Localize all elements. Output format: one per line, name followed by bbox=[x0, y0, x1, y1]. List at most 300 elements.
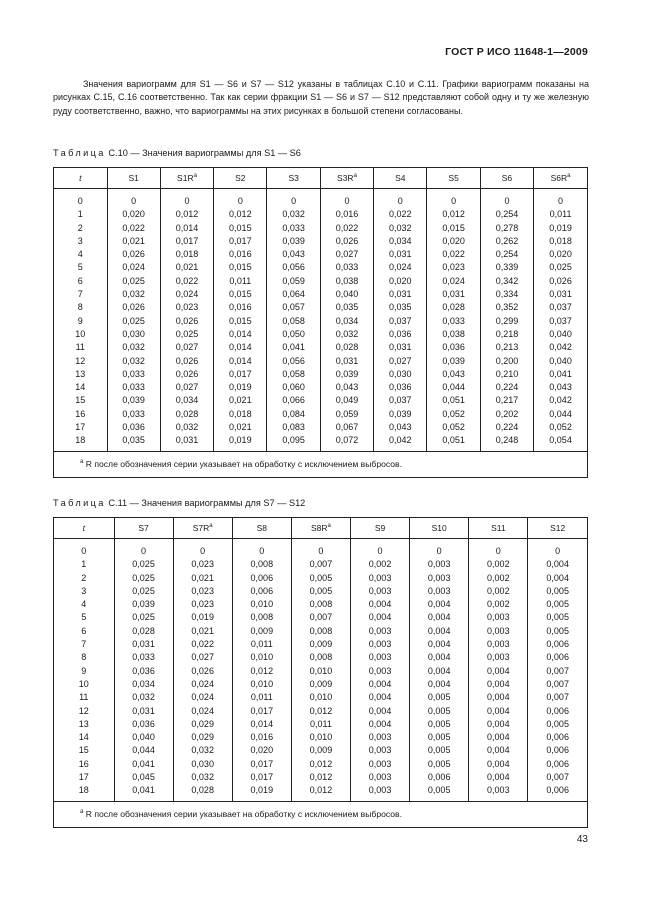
value-cell: 0,036 bbox=[114, 665, 173, 678]
value-cell: 0,021 bbox=[173, 625, 232, 638]
value-cell: 0,009 bbox=[291, 678, 350, 691]
value-cell: 0,020 bbox=[427, 235, 480, 248]
value-cell: 0,020 bbox=[232, 744, 291, 757]
value-cell: 0 bbox=[534, 189, 587, 209]
table10-header-cell bbox=[427, 168, 480, 189]
value-cell: 0,014 bbox=[214, 355, 267, 368]
value-cell: 0,040 bbox=[114, 731, 173, 744]
value-cell: 0,032 bbox=[160, 421, 213, 434]
value-cell: 0,037 bbox=[534, 315, 587, 328]
value-cell: 0,024 bbox=[160, 288, 213, 301]
value-cell: 0,005 bbox=[410, 744, 469, 757]
value-cell: 0,095 bbox=[267, 434, 320, 450]
value-cell: 0 bbox=[410, 539, 469, 559]
table10-header-label: S6 bbox=[501, 173, 513, 183]
value-cell: 0,004 bbox=[410, 598, 469, 611]
value-cell: 0,039 bbox=[114, 598, 173, 611]
value-cell: 0,023 bbox=[160, 301, 213, 314]
table10-header-cell bbox=[480, 168, 533, 189]
value-cell: 0,032 bbox=[114, 691, 173, 704]
value-cell: 0,059 bbox=[267, 275, 320, 288]
lag-cell: 17 bbox=[78, 772, 89, 783]
value-cell: 0,004 bbox=[528, 558, 587, 571]
value-cell: 0,029 bbox=[173, 718, 232, 731]
lag-cell: 6 bbox=[81, 625, 87, 636]
table-row bbox=[54, 638, 587, 651]
table-row bbox=[54, 651, 587, 664]
value-cell: 0,011 bbox=[534, 208, 587, 221]
value-cell: 0,026 bbox=[320, 235, 373, 248]
value-cell: 0,014 bbox=[160, 222, 213, 235]
value-cell: 0,056 bbox=[267, 355, 320, 368]
value-cell: 0,036 bbox=[374, 381, 427, 394]
table10-header-label: t bbox=[79, 173, 82, 183]
value-cell: 0,041 bbox=[114, 758, 173, 771]
table11-header-cell bbox=[114, 518, 173, 539]
value-cell: 0,059 bbox=[320, 408, 373, 421]
value-cell: 0,016 bbox=[232, 731, 291, 744]
value-cell: 0,024 bbox=[107, 261, 160, 274]
value-cell: 0,036 bbox=[107, 421, 160, 434]
table-row bbox=[54, 208, 587, 221]
value-cell: 0,006 bbox=[528, 784, 587, 800]
table-row bbox=[54, 368, 587, 381]
lag-cell: 7 bbox=[81, 639, 87, 650]
lag-cell: 1 bbox=[77, 209, 83, 220]
value-cell: 0,026 bbox=[160, 355, 213, 368]
table11-footnote-marker: a bbox=[80, 808, 84, 815]
value-cell: 0,004 bbox=[469, 705, 528, 718]
value-cell: 0,035 bbox=[107, 434, 160, 450]
value-cell: 0,022 bbox=[107, 222, 160, 235]
value-cell: 0,010 bbox=[291, 691, 350, 704]
value-cell: 0 bbox=[214, 189, 267, 209]
value-cell: 0,020 bbox=[374, 275, 427, 288]
value-cell: 0,031 bbox=[320, 355, 373, 368]
value-cell: 0,019 bbox=[232, 784, 291, 800]
value-cell: 0,043 bbox=[267, 248, 320, 261]
value-cell: 0,014 bbox=[232, 718, 291, 731]
lag-cell: 11 bbox=[75, 342, 85, 353]
value-cell: 0,015 bbox=[214, 288, 267, 301]
table-row bbox=[54, 288, 587, 301]
value-cell: 0,010 bbox=[232, 598, 291, 611]
value-cell: 0,012 bbox=[160, 208, 213, 221]
value-cell: 0 bbox=[480, 189, 533, 209]
table11-caption-text: С.11 — Значения вариограммы для S7 — S12 bbox=[108, 498, 306, 508]
value-cell: 0,004 bbox=[469, 678, 528, 691]
value-cell: 0,021 bbox=[107, 235, 160, 248]
table11-header-cell bbox=[54, 518, 114, 539]
value-cell: 0,030 bbox=[173, 758, 232, 771]
lag-cell: 18 bbox=[78, 785, 89, 796]
value-cell: 0,002 bbox=[351, 558, 410, 571]
value-cell: 0,019 bbox=[214, 434, 267, 450]
value-cell: 0,025 bbox=[107, 315, 160, 328]
value-cell: 0,218 bbox=[480, 328, 533, 341]
value-cell: 0,003 bbox=[410, 572, 469, 585]
value-cell: 0,003 bbox=[351, 625, 410, 638]
lag-cell: 10 bbox=[75, 328, 86, 339]
value-cell: 0,003 bbox=[351, 758, 410, 771]
value-cell: 0,038 bbox=[427, 328, 480, 341]
value-cell: 0,006 bbox=[528, 731, 587, 744]
table-row bbox=[54, 355, 587, 368]
value-cell: 0,031 bbox=[534, 288, 587, 301]
value-cell: 0,007 bbox=[528, 771, 587, 784]
table10-header-cell bbox=[534, 168, 587, 189]
value-cell: 0 bbox=[427, 189, 480, 209]
value-cell: 0,034 bbox=[160, 394, 213, 407]
lag-cell: 12 bbox=[78, 705, 89, 716]
value-cell: 0,051 bbox=[427, 394, 480, 407]
value-cell: 0,016 bbox=[214, 301, 267, 314]
value-cell: 0,025 bbox=[107, 275, 160, 288]
table-row bbox=[54, 678, 587, 691]
value-cell: 0,034 bbox=[374, 235, 427, 248]
value-cell: 0,026 bbox=[160, 368, 213, 381]
value-cell: 0,262 bbox=[480, 235, 533, 248]
value-cell: 0,011 bbox=[232, 638, 291, 651]
table11-header-label: t bbox=[82, 523, 85, 533]
lag-cell: 16 bbox=[75, 408, 86, 419]
table-row bbox=[54, 665, 587, 678]
value-cell: 0,027 bbox=[374, 355, 427, 368]
value-cell: 0,018 bbox=[214, 408, 267, 421]
value-cell: 0 bbox=[351, 539, 410, 559]
value-cell: 0,024 bbox=[173, 705, 232, 718]
value-cell: 0,007 bbox=[528, 678, 587, 691]
value-cell: 0,032 bbox=[107, 341, 160, 354]
value-cell: 0,342 bbox=[480, 275, 533, 288]
value-cell: 0,002 bbox=[469, 572, 528, 585]
value-cell: 0,041 bbox=[267, 341, 320, 354]
value-cell: 0,017 bbox=[232, 758, 291, 771]
table11-header-cell bbox=[410, 518, 469, 539]
value-cell: 0,029 bbox=[173, 731, 232, 744]
value-cell: 0,045 bbox=[114, 771, 173, 784]
value-cell: 0,003 bbox=[351, 638, 410, 651]
value-cell: 0,021 bbox=[173, 572, 232, 585]
value-cell: 0,037 bbox=[374, 315, 427, 328]
value-cell: 0 bbox=[173, 539, 232, 559]
value-cell: 0,031 bbox=[160, 434, 213, 450]
value-cell: 0,018 bbox=[160, 248, 213, 261]
table10-header-footnote-marker: a bbox=[193, 173, 197, 180]
value-cell: 0,031 bbox=[374, 341, 427, 354]
value-cell: 0,036 bbox=[374, 328, 427, 341]
value-cell: 0,010 bbox=[291, 731, 350, 744]
value-cell: 0,004 bbox=[410, 625, 469, 638]
value-cell: 0,043 bbox=[374, 421, 427, 434]
value-cell: 0,052 bbox=[534, 421, 587, 434]
table-row bbox=[54, 421, 587, 434]
value-cell: 0,042 bbox=[534, 341, 587, 354]
value-cell: 0,052 bbox=[427, 421, 480, 434]
value-cell: 0,023 bbox=[173, 585, 232, 598]
table-row bbox=[54, 261, 587, 274]
value-cell: 0,023 bbox=[173, 558, 232, 571]
value-cell: 0,084 bbox=[267, 408, 320, 421]
intro-text: Значения вариограмм для S1 — S6 и S7 — S12 указаны в таблицах С.10 и С.11. Графики вариограмм показаны на рисунках С.15, С.16 соответственно. Так как серии фракции S1 — S6 и S7 — S12 представляют собой одну и ту же железную руду соответственно, важно, что вариограммы на этих рисунках в большой степени согласованы. bbox=[53, 79, 589, 116]
lag-cell: 9 bbox=[81, 665, 87, 676]
table-row bbox=[54, 758, 587, 771]
value-cell: 0,017 bbox=[214, 368, 267, 381]
value-cell: 0,023 bbox=[173, 598, 232, 611]
lag-cell: 0 bbox=[77, 196, 83, 206]
table-row bbox=[54, 301, 587, 314]
table10-caption bbox=[53, 148, 301, 158]
value-cell: 0,004 bbox=[469, 758, 528, 771]
lag-cell: 4 bbox=[77, 249, 83, 260]
value-cell: 0,010 bbox=[232, 678, 291, 691]
value-cell: 0,039 bbox=[107, 394, 160, 407]
value-cell: 0,019 bbox=[214, 381, 267, 394]
value-cell: 0,004 bbox=[469, 691, 528, 704]
value-cell: 0,010 bbox=[232, 651, 291, 664]
value-cell: 0,009 bbox=[291, 638, 350, 651]
table10-header-label: S2 bbox=[235, 173, 246, 183]
value-cell: 0,032 bbox=[107, 288, 160, 301]
value-cell: 0 bbox=[374, 189, 427, 209]
value-cell: 0,025 bbox=[114, 572, 173, 585]
table11-header-footnote-marker: a bbox=[209, 523, 213, 530]
lag-cell: 13 bbox=[78, 718, 89, 729]
value-cell: 0,032 bbox=[374, 222, 427, 235]
table11-header-cell bbox=[173, 518, 232, 539]
value-cell: 0,042 bbox=[534, 394, 587, 407]
value-cell: 0,020 bbox=[534, 248, 587, 261]
lag-cell: 2 bbox=[77, 222, 83, 233]
table11-header-cell bbox=[351, 518, 410, 539]
table-row bbox=[54, 744, 587, 757]
table-row bbox=[54, 784, 587, 800]
value-cell: 0,032 bbox=[267, 208, 320, 221]
value-cell: 0,224 bbox=[480, 421, 533, 434]
value-cell: 0,032 bbox=[107, 355, 160, 368]
value-cell: 0,043 bbox=[427, 368, 480, 381]
value-cell: 0,003 bbox=[351, 572, 410, 585]
value-cell: 0,007 bbox=[291, 558, 350, 571]
value-cell: 0,058 bbox=[267, 315, 320, 328]
table11-header-row bbox=[54, 518, 587, 539]
value-cell: 0,002 bbox=[469, 598, 528, 611]
value-cell: 0,032 bbox=[173, 771, 232, 784]
value-cell: 0,033 bbox=[114, 651, 173, 664]
value-cell: 0,040 bbox=[534, 328, 587, 341]
table-row bbox=[54, 341, 587, 354]
value-cell: 0,299 bbox=[480, 315, 533, 328]
table11-caption bbox=[53, 498, 305, 508]
value-cell: 0,005 bbox=[410, 731, 469, 744]
lag-cell: 13 bbox=[75, 368, 86, 379]
value-cell: 0,022 bbox=[320, 222, 373, 235]
value-cell: 0,014 bbox=[214, 328, 267, 341]
value-cell: 0,021 bbox=[214, 421, 267, 434]
value-cell: 0,012 bbox=[232, 665, 291, 678]
table-row bbox=[54, 625, 587, 638]
table11-header-label: S8R bbox=[310, 523, 328, 533]
value-cell: 0,012 bbox=[214, 208, 267, 221]
value-cell: 0,217 bbox=[480, 394, 533, 407]
value-cell: 0,006 bbox=[528, 638, 587, 651]
value-cell: 0,002 bbox=[469, 585, 528, 598]
lag-cell: 14 bbox=[78, 732, 89, 743]
table-row bbox=[54, 731, 587, 744]
table11 bbox=[53, 517, 588, 828]
value-cell: 0,003 bbox=[469, 651, 528, 664]
value-cell: 0 bbox=[320, 189, 373, 209]
value-cell: 0,004 bbox=[351, 598, 410, 611]
value-cell: 0,012 bbox=[427, 208, 480, 221]
value-cell: 0,049 bbox=[320, 394, 373, 407]
value-cell: 0,012 bbox=[291, 705, 350, 718]
value-cell: 0,043 bbox=[534, 381, 587, 394]
value-cell: 0 bbox=[291, 539, 350, 559]
table11-header-footnote-marker: a bbox=[327, 523, 331, 530]
value-cell: 0,004 bbox=[351, 678, 410, 691]
value-cell: 0,012 bbox=[291, 758, 350, 771]
table11-header-cell bbox=[232, 518, 291, 539]
value-cell: 0,002 bbox=[469, 558, 528, 571]
value-cell: 0,017 bbox=[160, 235, 213, 248]
table-row bbox=[54, 235, 587, 248]
table11-header-cell bbox=[469, 518, 528, 539]
table10-header-footnote-marker: a bbox=[567, 173, 571, 180]
value-cell: 0,021 bbox=[214, 394, 267, 407]
lag-cell: 17 bbox=[75, 422, 86, 433]
value-cell: 0,005 bbox=[410, 758, 469, 771]
value-cell: 0 bbox=[232, 539, 291, 559]
value-cell: 0,031 bbox=[114, 705, 173, 718]
value-cell: 0,042 bbox=[374, 434, 427, 450]
value-cell: 0,037 bbox=[374, 394, 427, 407]
value-cell: 0,036 bbox=[114, 718, 173, 731]
table10-header-label: S5 bbox=[448, 173, 459, 183]
value-cell: 0,019 bbox=[534, 222, 587, 235]
value-cell: 0,254 bbox=[480, 248, 533, 261]
lag-cell: 0 bbox=[81, 546, 87, 556]
value-cell: 0,072 bbox=[320, 434, 373, 450]
value-cell: 0,022 bbox=[173, 638, 232, 651]
value-cell: 0,005 bbox=[291, 572, 350, 585]
value-cell: 0,025 bbox=[160, 328, 213, 341]
value-cell: 0,016 bbox=[214, 248, 267, 261]
value-cell: 0,008 bbox=[291, 598, 350, 611]
value-cell: 0,033 bbox=[107, 368, 160, 381]
value-cell: 0,003 bbox=[410, 585, 469, 598]
table-row bbox=[54, 248, 587, 261]
value-cell: 0,039 bbox=[374, 408, 427, 421]
lag-cell: 15 bbox=[75, 395, 86, 406]
table-row bbox=[54, 328, 587, 341]
value-cell: 0 bbox=[160, 189, 213, 209]
value-cell: 0,028 bbox=[114, 625, 173, 638]
lag-cell: 10 bbox=[78, 678, 89, 689]
value-cell: 0,064 bbox=[267, 288, 320, 301]
value-cell: 0,005 bbox=[528, 585, 587, 598]
table11-header-label: S11 bbox=[491, 523, 506, 533]
lag-cell: 14 bbox=[75, 382, 86, 393]
table-row bbox=[54, 275, 587, 288]
value-cell: 0,050 bbox=[267, 328, 320, 341]
value-cell: 0,020 bbox=[107, 208, 160, 221]
table10 bbox=[53, 167, 588, 478]
table-row bbox=[54, 189, 587, 209]
value-cell: 0,056 bbox=[267, 261, 320, 274]
value-cell: 0,008 bbox=[232, 611, 291, 624]
table11-header-label: S7R bbox=[192, 523, 210, 533]
value-cell: 0,200 bbox=[480, 355, 533, 368]
value-cell: 0,051 bbox=[427, 434, 480, 450]
value-cell: 0,044 bbox=[114, 744, 173, 757]
table10-caption-text: С.10 — Значения вариограммы для S1 — S6 bbox=[108, 148, 301, 158]
value-cell: 0,202 bbox=[480, 408, 533, 421]
table10-caption-label: Таблица bbox=[53, 148, 106, 158]
value-cell: 0,083 bbox=[267, 421, 320, 434]
lag-cell: 3 bbox=[81, 585, 87, 596]
table10-footnote-marker: a bbox=[80, 458, 84, 465]
value-cell: 0,006 bbox=[528, 744, 587, 757]
value-cell: 0,005 bbox=[410, 784, 469, 800]
value-cell: 0,017 bbox=[232, 705, 291, 718]
value-cell: 0,004 bbox=[351, 718, 410, 731]
value-cell: 0,012 bbox=[291, 784, 350, 800]
value-cell: 0,015 bbox=[214, 261, 267, 274]
value-cell: 0,352 bbox=[480, 301, 533, 314]
value-cell: 0,004 bbox=[469, 744, 528, 757]
table-row bbox=[54, 394, 587, 407]
value-cell: 0,006 bbox=[410, 771, 469, 784]
value-cell: 0,004 bbox=[469, 771, 528, 784]
table11-header-label: S12 bbox=[550, 523, 566, 533]
table11-header-label: S9 bbox=[374, 523, 386, 533]
value-cell: 0,032 bbox=[320, 328, 373, 341]
value-cell: 0,005 bbox=[528, 611, 587, 624]
value-cell: 0,004 bbox=[410, 651, 469, 664]
value-cell: 0,039 bbox=[267, 235, 320, 248]
value-cell: 0,010 bbox=[291, 665, 350, 678]
value-cell: 0,024 bbox=[173, 678, 232, 691]
value-cell: 0,036 bbox=[427, 341, 480, 354]
table10-header-cell bbox=[214, 168, 267, 189]
value-cell: 0,019 bbox=[173, 611, 232, 624]
value-cell: 0,007 bbox=[528, 691, 587, 704]
table-row bbox=[54, 718, 587, 731]
table10-footnote bbox=[54, 451, 587, 477]
value-cell: 0,028 bbox=[160, 408, 213, 421]
lag-cell: 9 bbox=[77, 315, 83, 326]
value-cell: 0,011 bbox=[214, 275, 267, 288]
page-number: 43 bbox=[576, 834, 588, 845]
table11-header-cell bbox=[528, 518, 587, 539]
table11-footnote-text: R после обозначения серии указывает на обработку с исключением выбросов. bbox=[85, 808, 402, 819]
value-cell: 0,028 bbox=[173, 784, 232, 800]
value-cell: 0,040 bbox=[320, 288, 373, 301]
table10-header-label: S3 bbox=[288, 173, 299, 183]
value-cell: 0,007 bbox=[528, 665, 587, 678]
value-cell: 0,017 bbox=[232, 771, 291, 784]
value-cell: 0,004 bbox=[528, 572, 587, 585]
table11-header-label: S10 bbox=[431, 523, 447, 533]
table10-header-footnote-marker: a bbox=[353, 173, 357, 180]
value-cell: 0,022 bbox=[160, 275, 213, 288]
table10-header-cell bbox=[54, 168, 107, 189]
value-cell: 0,038 bbox=[320, 275, 373, 288]
table-row bbox=[54, 611, 587, 624]
value-cell: 0 bbox=[469, 539, 528, 559]
value-cell: 0,060 bbox=[267, 381, 320, 394]
